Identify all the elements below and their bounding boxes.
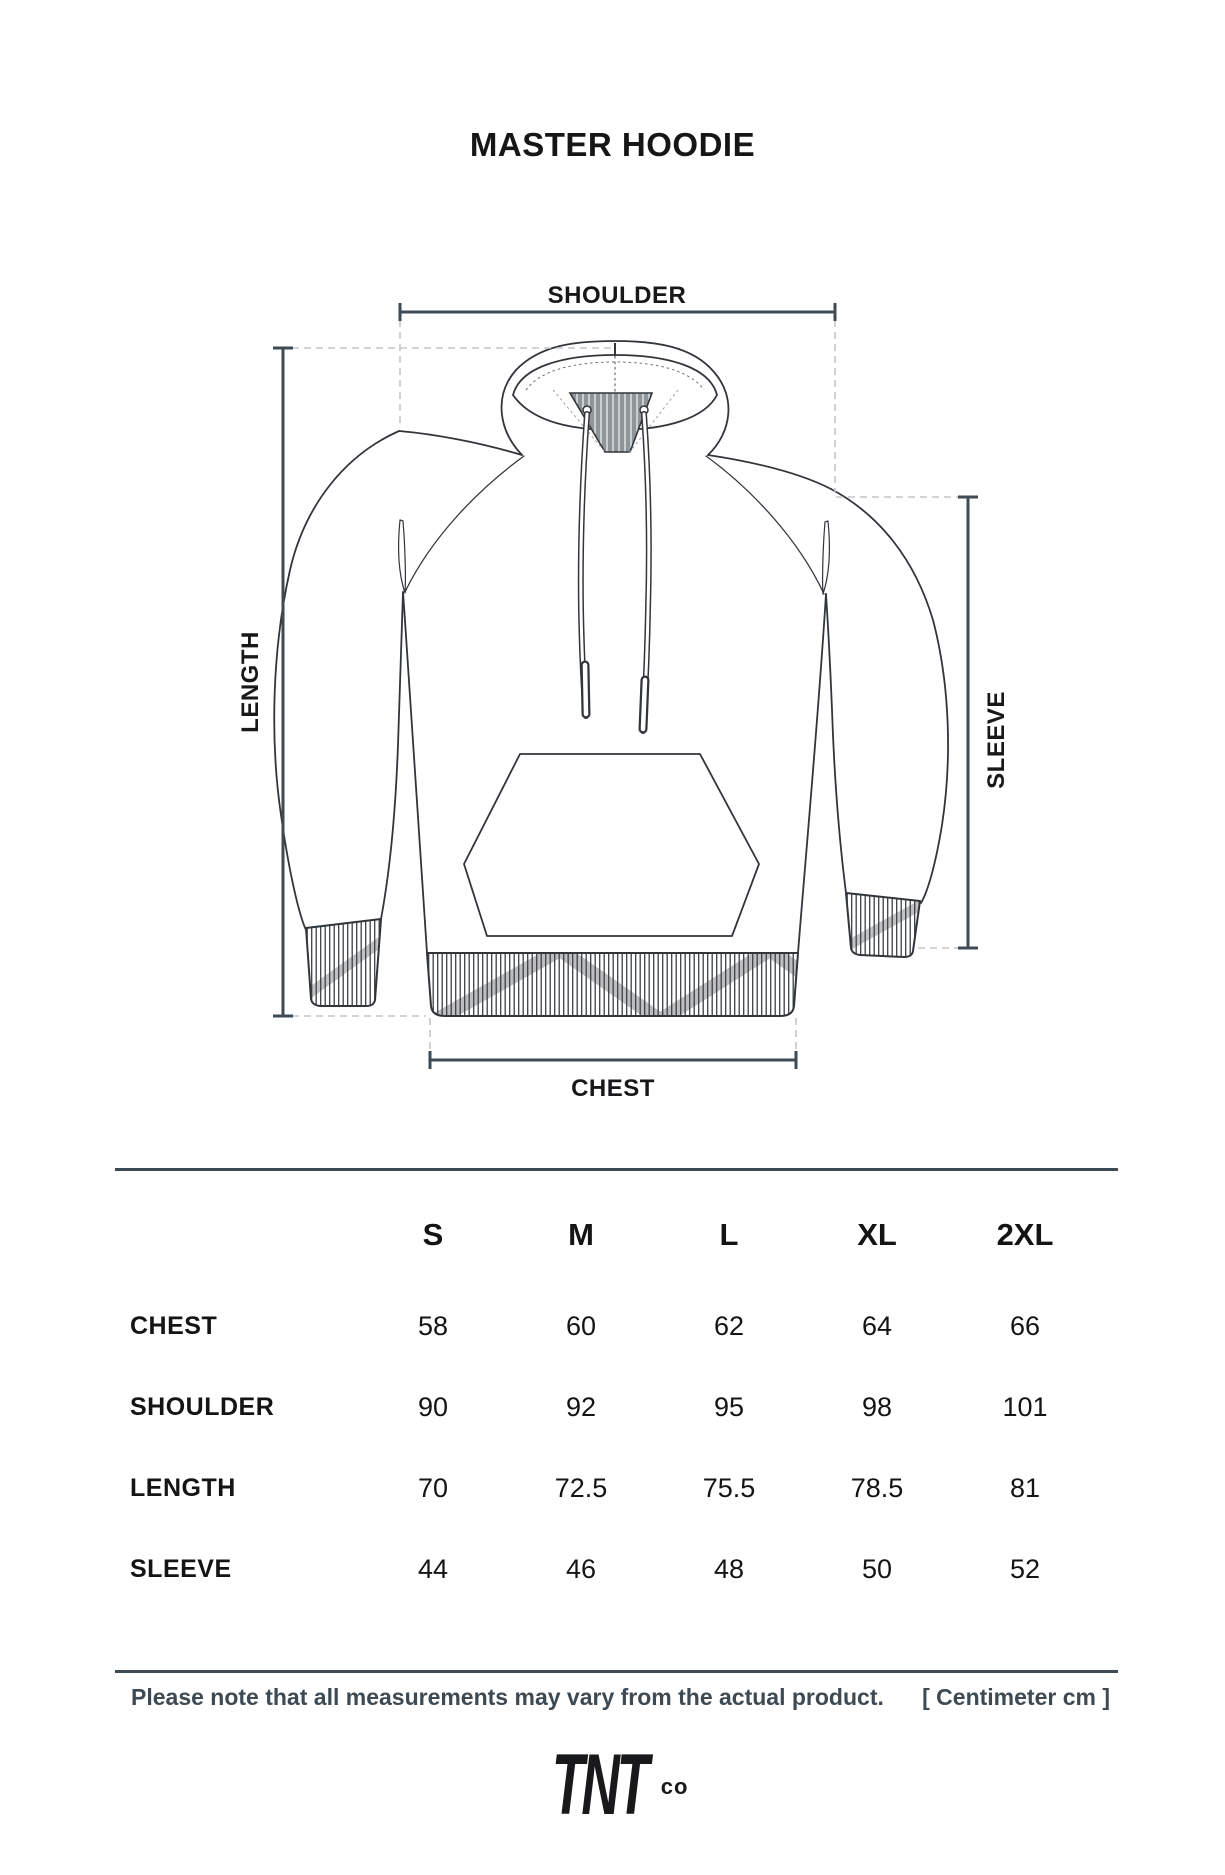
sleeve-left-inner xyxy=(381,592,403,919)
table-row-sleeve xyxy=(130,1552,1099,1586)
table-top-rule xyxy=(115,1168,1118,1171)
size-value: 70 xyxy=(417,1473,449,1503)
hoodie-technical-drawing xyxy=(215,230,1045,1130)
hood-opening xyxy=(513,343,717,453)
column-header-s: S xyxy=(422,1217,444,1252)
brand-logo xyxy=(0,1737,1225,1833)
sleeve-left-outer xyxy=(274,431,399,930)
size-value: 48 xyxy=(713,1554,745,1584)
shoulder-left-line xyxy=(399,431,522,455)
sleeve-right-inner xyxy=(826,594,846,893)
row-label: LENGTH xyxy=(130,1474,236,1502)
size-value: 50 xyxy=(861,1554,893,1584)
column-header-xl: XL xyxy=(857,1217,897,1252)
seam-notch-right xyxy=(823,521,830,594)
size-value: 52 xyxy=(1009,1554,1041,1584)
table-row-chest xyxy=(130,1309,1099,1343)
page-title: MASTER HOODIE xyxy=(469,126,756,163)
row-label: SHOULDER xyxy=(130,1393,275,1421)
table-row-shoulder xyxy=(130,1390,1099,1424)
size-value: 101 xyxy=(1002,1392,1048,1422)
size-value: 75.5 xyxy=(702,1473,756,1503)
sleeve-dimension-label: SLEEVE xyxy=(983,691,1010,789)
cuff-left xyxy=(300,919,390,1006)
size-value: 44 xyxy=(417,1554,449,1584)
shoulder-dimension-label: SHOULDER xyxy=(547,282,687,309)
body-right-edge xyxy=(798,594,826,953)
sleeve-right-outer xyxy=(831,489,948,903)
row-label: SLEEVE xyxy=(130,1555,232,1583)
column-header-m: M xyxy=(568,1217,594,1252)
size-value: 72.5 xyxy=(554,1473,608,1503)
brand-logo-co: co xyxy=(660,1774,689,1799)
size-value: 46 xyxy=(565,1554,597,1584)
raglan-seam-right xyxy=(706,456,824,594)
size-value: 95 xyxy=(713,1392,745,1422)
length-dimension-label: LENGTH xyxy=(237,631,264,733)
cuff-right xyxy=(840,893,930,957)
kangaroo-pocket xyxy=(464,754,759,936)
size-table-header xyxy=(130,1218,1099,1252)
chest-dimension-line xyxy=(430,1051,796,1069)
table-row-length xyxy=(130,1471,1099,1505)
size-value: 81 xyxy=(1009,1473,1041,1503)
size-value: 92 xyxy=(565,1392,597,1422)
size-value: 62 xyxy=(713,1311,745,1341)
chest-dimension-label: CHEST xyxy=(571,1075,655,1102)
body-left-edge xyxy=(403,592,427,953)
hem-ribbing xyxy=(427,950,840,1020)
column-header-2xl: 2XL xyxy=(996,1217,1054,1252)
measurement-disclaimer: Please note that all measurements may vary from the actual product. xyxy=(131,1684,884,1710)
sleeve-dimension-line xyxy=(958,497,978,948)
size-value: 78.5 xyxy=(850,1473,904,1503)
size-value: 58 xyxy=(417,1311,449,1341)
size-value: 90 xyxy=(417,1392,449,1422)
brand-logo-tnt: TNT xyxy=(551,1737,646,1833)
size-value: 66 xyxy=(1009,1311,1041,1341)
unit-note: [ Centimeter cm ] xyxy=(922,1684,1110,1710)
raglan-seam-left xyxy=(405,456,524,592)
size-value: 64 xyxy=(861,1311,893,1341)
footer-rule xyxy=(115,1670,1118,1673)
column-header-l: L xyxy=(719,1217,739,1252)
size-value: 98 xyxy=(861,1392,893,1422)
row-label: CHEST xyxy=(130,1312,218,1340)
drawstrings xyxy=(581,406,649,731)
seam-notch-left xyxy=(399,520,406,593)
size-value: 60 xyxy=(565,1311,597,1341)
